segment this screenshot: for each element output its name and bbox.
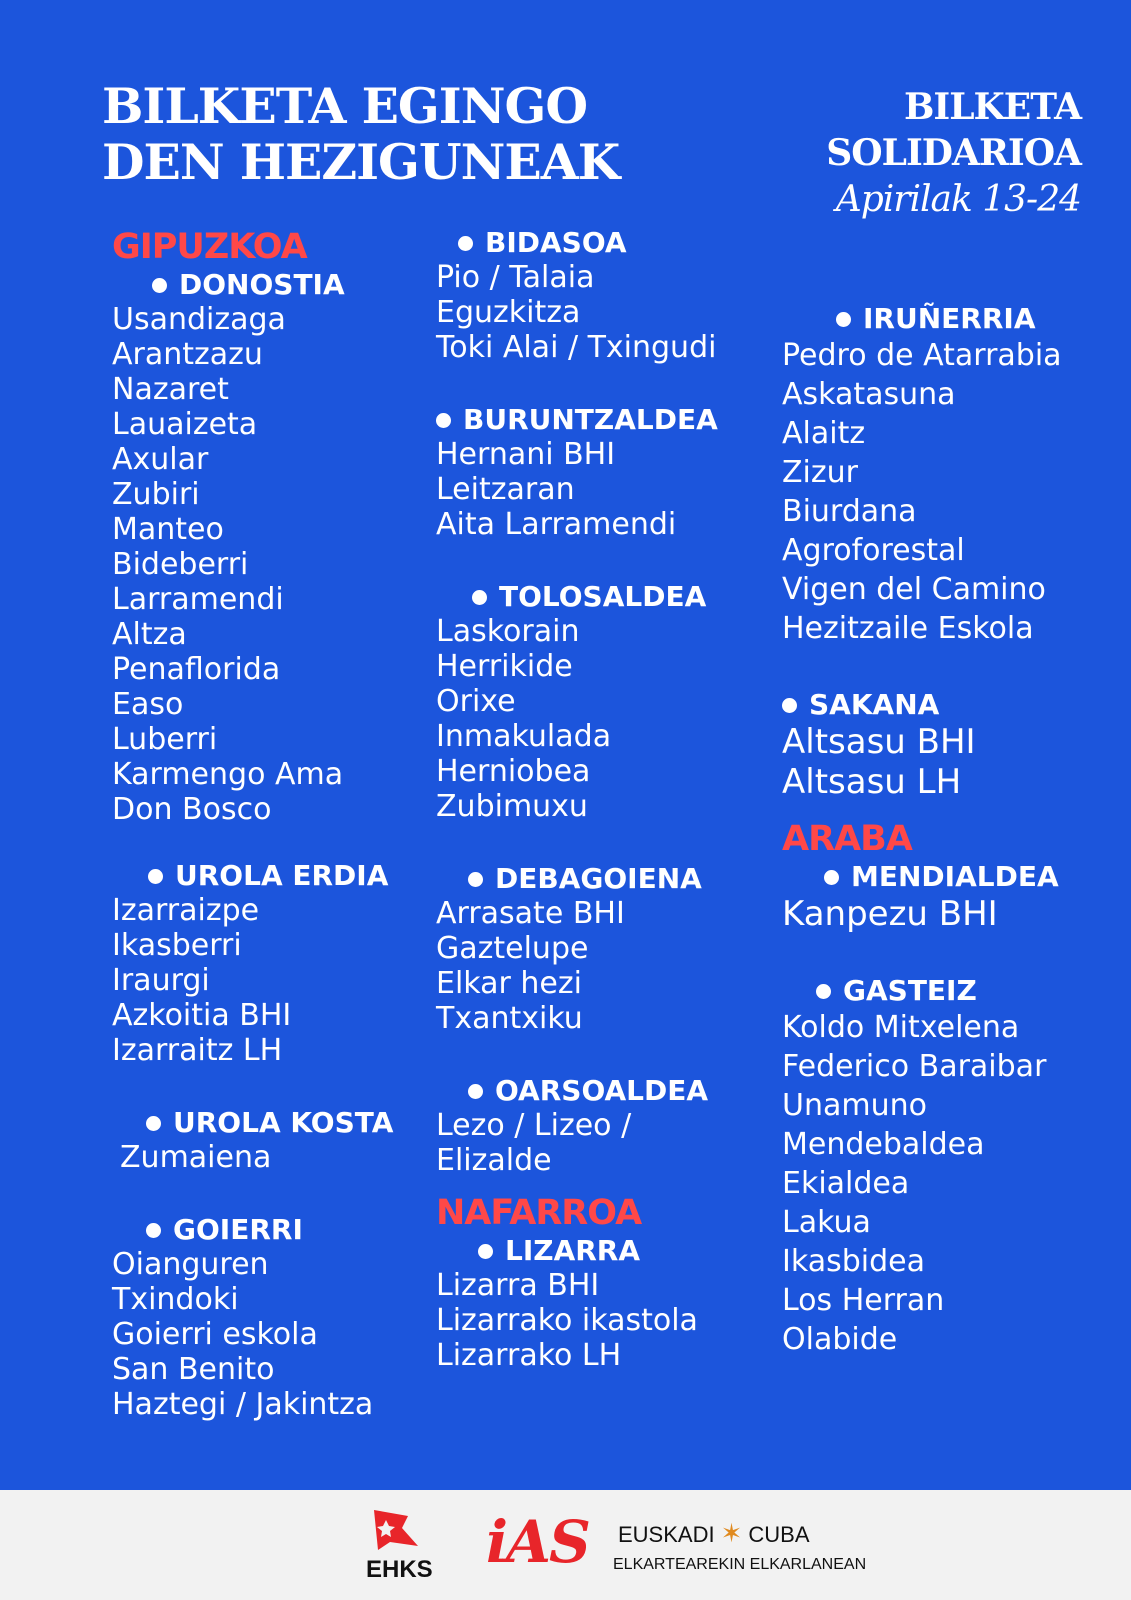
school-name: Txantxiku bbox=[436, 1001, 583, 1036]
region-iruñerria bbox=[782, 302, 1102, 336]
school-list bbox=[436, 1268, 736, 1373]
bullet-icon bbox=[146, 1116, 161, 1131]
school-list bbox=[112, 302, 412, 827]
bullet-icon bbox=[146, 1223, 161, 1238]
school-name: Zubiri bbox=[112, 477, 200, 512]
school-name: Ikasbidea bbox=[782, 1244, 925, 1279]
school-list bbox=[436, 437, 736, 542]
bullet-icon bbox=[824, 870, 839, 885]
school-name: Txindoki bbox=[112, 1282, 239, 1317]
bullet-icon bbox=[472, 590, 487, 605]
school-name: Don Bosco bbox=[112, 792, 272, 827]
region-label: IRUÑERRIA bbox=[863, 302, 1036, 335]
title-line-2: DEN HEZIGUNEAK bbox=[102, 133, 620, 191]
school-name: Hezitzaile Eskola bbox=[782, 611, 1034, 646]
school-name: Izarraitz LH bbox=[112, 1033, 283, 1068]
region-label: GOIERRI bbox=[173, 1213, 303, 1246]
school-name: Ikasberri bbox=[112, 928, 242, 963]
bullet-icon bbox=[816, 984, 831, 999]
school-name: Biurdana bbox=[782, 494, 917, 529]
school-name: Orixe bbox=[436, 684, 516, 719]
euskadi-cuba-subtitle: ELKARTEAREKIN ELKARLANEAN bbox=[613, 1556, 867, 1573]
school-name: Askatasuna bbox=[782, 377, 956, 412]
school-name: Luberri bbox=[112, 722, 218, 757]
school-list bbox=[436, 896, 736, 1036]
school-name: Laskorain bbox=[436, 614, 580, 649]
school-list bbox=[782, 894, 1102, 934]
school-name: Alaitz bbox=[782, 416, 866, 451]
bullet-icon bbox=[152, 278, 167, 293]
school-list bbox=[782, 722, 1102, 802]
region-label: DEBAGOIENA bbox=[495, 862, 702, 895]
footer-logos bbox=[0, 1490, 1131, 1600]
school-list bbox=[112, 1247, 412, 1422]
school-name: Lizarra BHI bbox=[436, 1268, 600, 1303]
school-list bbox=[782, 1008, 1102, 1359]
school-name: Iraurgi bbox=[112, 963, 210, 998]
bullet-icon bbox=[782, 698, 797, 713]
region-mendialdea bbox=[782, 860, 1102, 894]
school-name: Arantzazu bbox=[112, 337, 263, 372]
region-urola-erdia bbox=[112, 859, 412, 893]
school-name: Bideberri bbox=[112, 547, 249, 582]
school-name: Zizur bbox=[782, 455, 858, 490]
school-name: Oianguren bbox=[112, 1247, 269, 1282]
school-name: Agroforestal bbox=[782, 533, 965, 568]
region-buruntzaldea bbox=[436, 403, 736, 437]
region-label: OARSOALDEA bbox=[495, 1074, 709, 1107]
column-3 bbox=[782, 302, 1102, 1359]
bullet-icon bbox=[478, 1244, 493, 1259]
school-name: San Benito bbox=[112, 1352, 275, 1387]
school-name: Elkar hezi bbox=[436, 966, 582, 1001]
ias-logo: iAS bbox=[486, 1508, 589, 1576]
school-name: Altza bbox=[112, 617, 187, 652]
school-name: Elizalde bbox=[436, 1143, 552, 1178]
bullet-icon bbox=[468, 872, 483, 887]
bullet-icon bbox=[436, 413, 451, 428]
school-list bbox=[782, 336, 1102, 648]
region-label: GASTEIZ bbox=[843, 974, 977, 1007]
school-name: Altsasu LH bbox=[782, 762, 962, 802]
page-title bbox=[102, 78, 619, 190]
region-tolosaldea bbox=[436, 580, 736, 614]
bullet-icon bbox=[458, 236, 473, 251]
ec-right: CUBA bbox=[748, 1522, 810, 1547]
school-name: Inmakulada bbox=[436, 719, 612, 754]
region-label: DONOSTIA bbox=[179, 268, 345, 301]
school-list bbox=[436, 614, 736, 824]
school-name: Usandizaga bbox=[112, 302, 286, 337]
school-name: Toki Alai / Txingudi bbox=[436, 330, 717, 365]
bullet-icon bbox=[836, 312, 851, 327]
school-name: Goierri eskola bbox=[112, 1317, 318, 1352]
bullet-icon bbox=[148, 869, 163, 884]
school-name: Pio / Talaia bbox=[436, 260, 595, 295]
column-2 bbox=[436, 226, 736, 1373]
school-name: Zumaiena bbox=[120, 1140, 272, 1175]
school-name: Lizarrako LH bbox=[436, 1338, 622, 1373]
school-name: Kanpezu BHI bbox=[782, 894, 998, 934]
school-name: Easo bbox=[112, 687, 184, 722]
school-name: Pedro de Atarrabia bbox=[782, 338, 1062, 373]
school-name: Zubimuxu bbox=[436, 789, 588, 824]
ec-left: EUSKADI bbox=[618, 1522, 715, 1547]
region-oarsoaldea bbox=[436, 1074, 736, 1108]
region-sakana bbox=[782, 688, 1102, 722]
province-gipuzkoa: GIPUZKOA bbox=[112, 227, 307, 267]
school-name: Gaztelupe bbox=[436, 931, 589, 966]
school-name: Azkoitia BHI bbox=[112, 998, 292, 1033]
school-name: Aita Larramendi bbox=[436, 507, 677, 542]
bullet-icon bbox=[468, 1084, 483, 1099]
ehks-logo-text: EHKS bbox=[366, 1556, 433, 1583]
school-name: Manteo bbox=[112, 512, 224, 547]
school-name: Federico Baraibar bbox=[782, 1049, 1047, 1084]
province-nafarroa: NAFARROA bbox=[436, 1193, 642, 1233]
school-name: Unamuno bbox=[782, 1088, 927, 1123]
school-name: Ekialdea bbox=[782, 1166, 910, 1201]
region-label: UROLA KOSTA bbox=[173, 1106, 394, 1139]
school-name: Hernani BHI bbox=[436, 437, 616, 472]
campaign-line-1: BILKETA bbox=[903, 86, 1081, 128]
region-bidasoa bbox=[436, 226, 736, 260]
column-1 bbox=[112, 226, 412, 1422]
star-icon: ✶ bbox=[720, 1518, 743, 1548]
school-name: Larramendi bbox=[112, 582, 284, 617]
school-list bbox=[112, 1140, 412, 1175]
school-list bbox=[436, 1108, 736, 1178]
region-label: BURUNTZALDEA bbox=[463, 403, 718, 436]
region-donostia bbox=[112, 268, 412, 302]
region-lizarra bbox=[436, 1234, 736, 1268]
school-name: Herniobea bbox=[436, 754, 591, 789]
region-label: TOLOSALDEA bbox=[499, 580, 707, 613]
school-name: Lizarrako ikastola bbox=[436, 1303, 698, 1338]
euskadi-cuba-logo bbox=[618, 1518, 810, 1549]
region-urola-kosta bbox=[112, 1106, 412, 1140]
region-label: LIZARRA bbox=[505, 1234, 641, 1267]
region-goierri bbox=[112, 1213, 412, 1247]
school-list bbox=[436, 260, 736, 365]
region-label: UROLA ERDIA bbox=[175, 859, 389, 892]
school-name: Koldo Mitxelena bbox=[782, 1010, 1020, 1045]
region-label: BIDASOA bbox=[485, 226, 627, 259]
region-label: SAKANA bbox=[809, 688, 940, 721]
campaign-info bbox=[826, 84, 1081, 224]
campaign-line-2: SOLIDARIOA bbox=[826, 132, 1081, 174]
school-name: Olabide bbox=[782, 1322, 898, 1357]
school-list bbox=[112, 893, 412, 1068]
campaign-dates: Apirilak 13-24 bbox=[835, 179, 1081, 220]
school-name: Lauaizeta bbox=[112, 407, 258, 442]
region-gasteiz bbox=[782, 974, 1102, 1008]
school-name: Nazaret bbox=[112, 372, 229, 407]
school-name: Eguzkitza bbox=[436, 295, 581, 330]
school-name: Altsasu BHI bbox=[782, 722, 976, 762]
school-name: Izarraizpe bbox=[112, 893, 260, 928]
school-name: Los Herran bbox=[782, 1283, 945, 1318]
school-name: Lezo / Lizeo / bbox=[436, 1108, 632, 1143]
school-name: Mendebaldea bbox=[782, 1127, 985, 1162]
school-name: Axular bbox=[112, 442, 209, 477]
title-line-1: BILKETA EGINGO bbox=[102, 77, 588, 135]
school-name: Vigen del Camino bbox=[782, 572, 1046, 607]
school-name: Herrikide bbox=[436, 649, 573, 684]
school-name: Penaflorida bbox=[112, 652, 281, 687]
school-name: Arrasate BHI bbox=[436, 896, 625, 931]
school-name: Lakua bbox=[782, 1205, 871, 1240]
region-label: MENDIALDEA bbox=[851, 860, 1059, 893]
school-name: Leitzaran bbox=[436, 472, 575, 507]
school-name: Haztegi / Jakintza bbox=[112, 1387, 374, 1422]
school-name: Karmengo Ama bbox=[112, 757, 344, 792]
province-araba: ARABA bbox=[782, 819, 912, 859]
region-debagoiena bbox=[436, 862, 736, 896]
